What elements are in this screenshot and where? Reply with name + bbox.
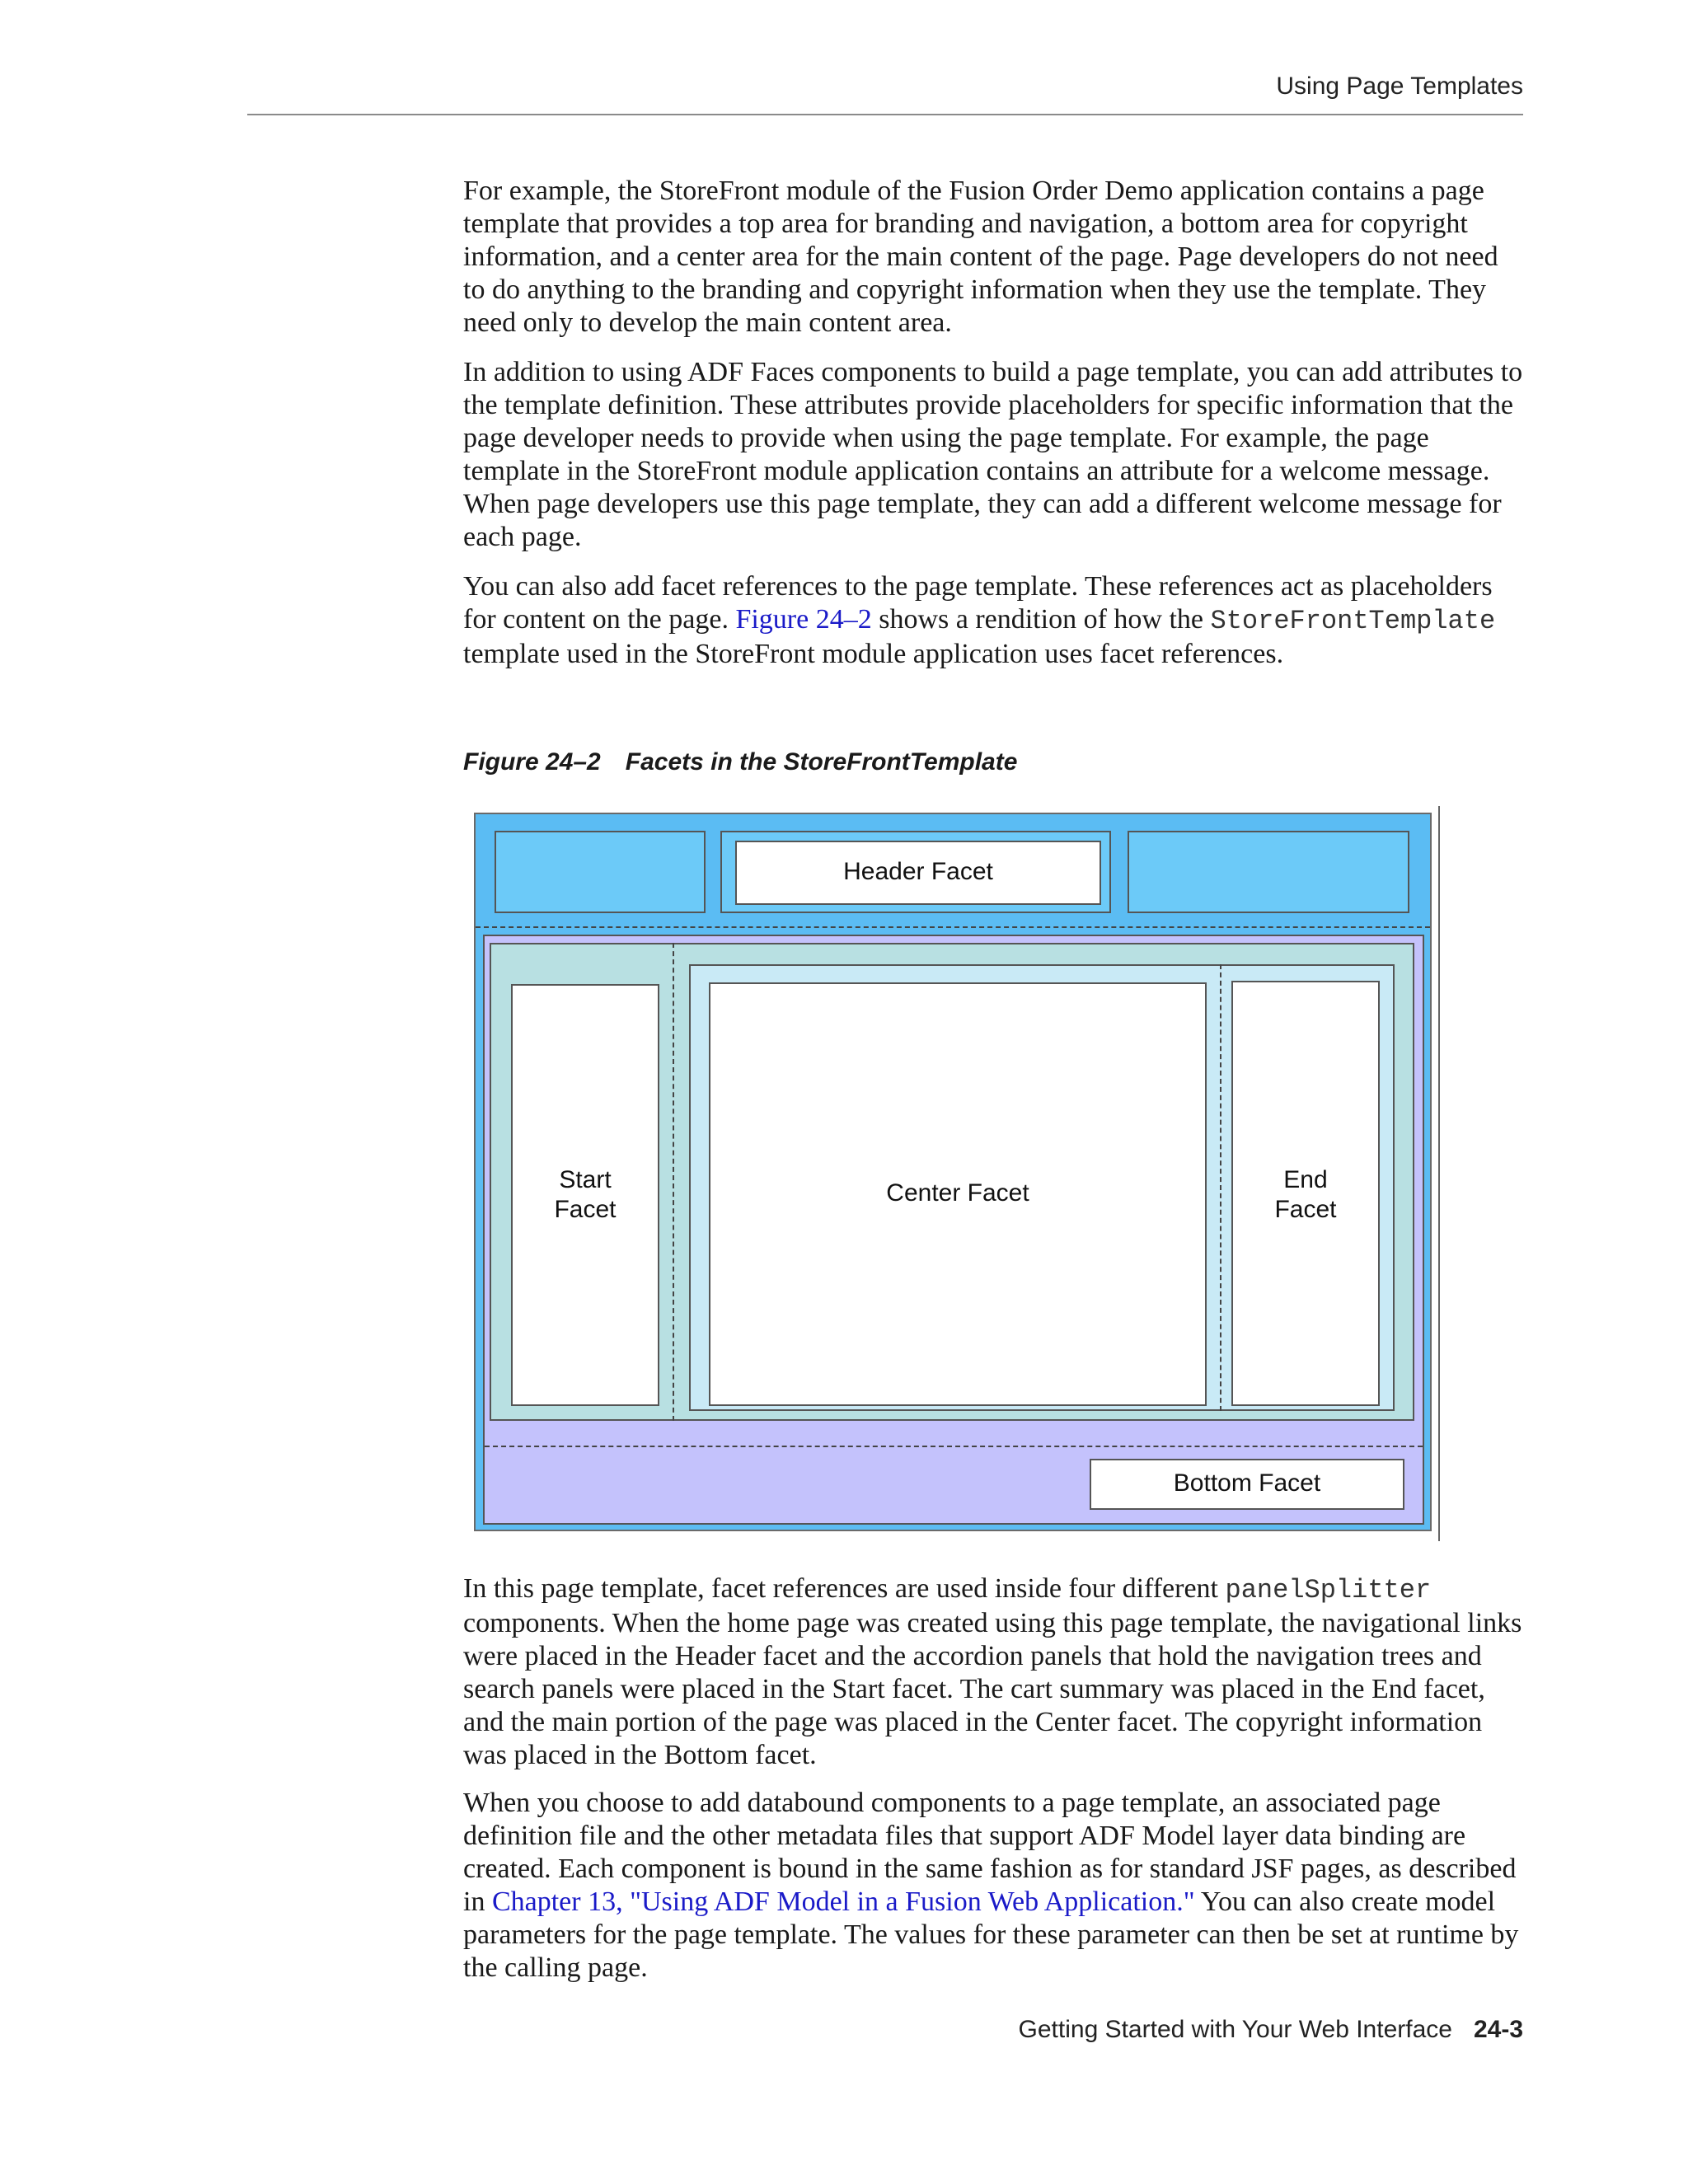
header-left-region <box>495 831 706 913</box>
paragraph-5-text-b: You can also create model parameters for the page template. The values for these parameter can then be set at runtime by the calling page. <box>463 1886 1519 1983</box>
start-splitter-line <box>673 943 674 1421</box>
start-facet-label: Start Facet <box>554 1166 617 1223</box>
paragraph-4-text-b: components. When the home page was created using this page template, the navigational links were placed in the Header facet and the accordion panels that hold the navigation trees and search panels were placed in the Start facet. The cart summary was placed in the End facet, and the main portion of the page was placed in the Center facet. The copyright information was placed in the Bottom facet. <box>463 1608 1522 1770</box>
end-splitter-line <box>1220 964 1221 1411</box>
header-splitter-line <box>476 926 1430 928</box>
paragraph-5 <box>463 1787 1523 1985</box>
paragraph-2-text: In addition to using ADF Faces components to build a page template, you can add attributes to the template definition. These attributes provide placeholders for specific information that the page developer needs to provide when using the page template. For example, the page template in the StoreFront module application contains an attribute for a welcome message. When page developers use this page template, they can add a different welcome message for each page. <box>463 357 1523 552</box>
header-right-region <box>1128 831 1409 913</box>
center-facet-label: Center Facet <box>886 1179 1029 1207</box>
figure-title: Facets in the StoreFrontTemplate <box>625 748 1018 776</box>
figure-caption <box>463 748 1017 776</box>
storefronttemplate-code: StoreFrontTemplate <box>1210 606 1496 636</box>
bottom-facet-label: Bottom Facet <box>1173 1469 1321 1497</box>
paragraph-3-text-c: template used in the StoreFront module application uses facet references. <box>463 639 1284 669</box>
page-footer <box>1019 2016 1523 2044</box>
paragraph-1 <box>463 175 1523 340</box>
figure-number: Figure 24–2 <box>463 748 601 776</box>
figure-frame-right <box>1438 806 1440 1541</box>
chapter-13-link[interactable]: Chapter 13, "Using ADF Model in a Fusion Web Application." <box>491 1886 1195 1917</box>
figure-24-2-link[interactable]: Figure 24–2 <box>735 604 872 635</box>
panelsplitter-code: panelSplitter <box>1225 1575 1432 1605</box>
header-rule <box>247 114 1523 115</box>
paragraph-3-text-b: shows a rendition of how the <box>871 604 1211 635</box>
paragraph-3 <box>463 570 1523 671</box>
paragraph-2 <box>463 356 1523 554</box>
paragraph-4 <box>463 1572 1523 1772</box>
paragraph-3-text-a: You can also add facet references to the page template. These references act as placeholders for content on the page. <box>463 571 1493 635</box>
paragraph-5-text-a: When you choose to add databound components to a page template, an associated page definition file and the other metadata files that support ADF Model layer data binding are created. Each component is bound in the same fashion as for standard JSF pages, as described in <box>463 1788 1517 1917</box>
running-header-title: Using Page Templates <box>1276 73 1523 100</box>
bottom-splitter-line <box>485 1446 1423 1447</box>
facets-diagram <box>463 806 1444 1541</box>
paragraph-1-text: For example, the StoreFront module of the Fusion Order Demo application contains a page template that provides a top area for branding and navigation, a bottom area for copyright information, and a center area for the main content of the page. Page developers do not need to do anything to the branding and copyright information when they use the template. They need only to develop the main content area. <box>463 176 1498 338</box>
paragraph-4-text-a: In this page template, facet references are used inside four different <box>463 1573 1226 1604</box>
header-facet-label: Header Facet <box>843 858 993 885</box>
footer-chapter-title: Getting Started with Your Web Interface <box>1018 2016 1452 2043</box>
end-facet-label: End Facet <box>1274 1166 1337 1223</box>
footer-page-number: 24-3 <box>1473 2016 1523 2043</box>
